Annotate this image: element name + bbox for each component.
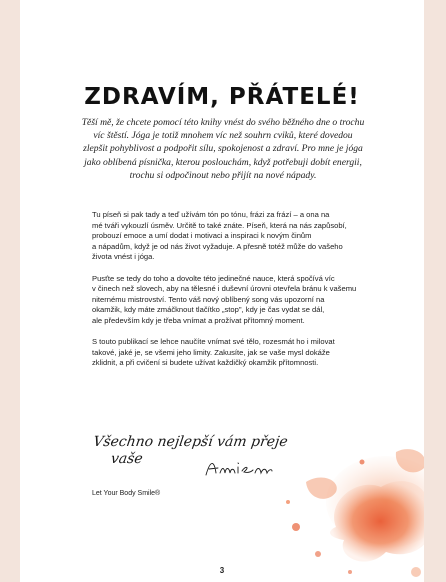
page-title: ZDRAVÍM, PŘÁTELÉ! (84, 84, 360, 110)
intro-line: jako oblíbená písnička, kterou poslouchám, když potřebuji dobít energii, (84, 156, 362, 168)
text-line: a nápadům, když je od nás život vyžaduje. A přesně totéž může do vašeho (92, 241, 343, 251)
text-line: v činech než slovech, aby na tělesné i duševní úrovni otevřela bránu k vašemu (92, 284, 357, 293)
brand-line: Let Your Body Smile® (92, 490, 161, 497)
text-line: Tu píseň si pak tady a teď užívám tón po tónu, frázi za frází – a ona na (92, 210, 330, 219)
paragraph (92, 337, 392, 369)
handwritten-signature (204, 457, 274, 479)
text-line: Pusťte se tedy do toho a dovolte této jedinečné nauce, která spočívá víc (92, 273, 335, 283)
signature-line-2: vaše (109, 451, 144, 467)
text-line: mé tváři vykouzlí úsměv. Určitě to také znáte. Píseň, která na nás zapůsobí, (92, 220, 347, 230)
intro-line: trochu si odpočinout nebo přijít na nové nápady. (129, 169, 317, 181)
paragraph (92, 210, 392, 263)
paragraph (92, 274, 392, 327)
watercolor-splash (266, 432, 424, 582)
text-line: ale především kdy je třeba vnímat a prožívat přítomný moment. (92, 315, 305, 325)
text-line: zklidnit, a při cvičení si budete užívat každičký okamžik přítomnosti. (92, 358, 319, 367)
page-number: 3 (219, 566, 225, 575)
text-line: takové, jaké je, se všemi jeho limity. Zakusíte, jak se vaše mysl dokáže (92, 347, 330, 357)
text-line: okamžik, kdy máte zmáčknout tlačítko „stop", kdy je čas vydat se dál, (92, 305, 325, 314)
text-line: S touto publikací se lehce naučíte vnímat své tělo, rozesmát ho i milovat (92, 337, 335, 346)
intro-line: víc štěstí. Jóga je totiž mnohem víc než souhrn cviků, které dovedou (93, 130, 353, 142)
body-text (92, 210, 392, 380)
signature-line-1: Všechno nejlepší vám přeje (92, 434, 289, 450)
text-line: života vnést i jóga. (92, 252, 155, 261)
text-line: niternému mistrovství. Tento váš nový oblíbený song vás upozorní na (92, 294, 325, 304)
intro-line: zlepšit pohyblivost a podpořit sílu, spokojenost a zdraví. Pro mne je jóga (83, 143, 363, 155)
book-page (20, 0, 424, 582)
text-line: probouzí emoce a umí dodat i motivaci a inspiraci k novým činům (92, 231, 312, 240)
intro-line: Těší mě, že chcete pomocí této knihy vnést do svého běžného dne o trochu (81, 117, 365, 128)
intro-text (60, 116, 386, 182)
